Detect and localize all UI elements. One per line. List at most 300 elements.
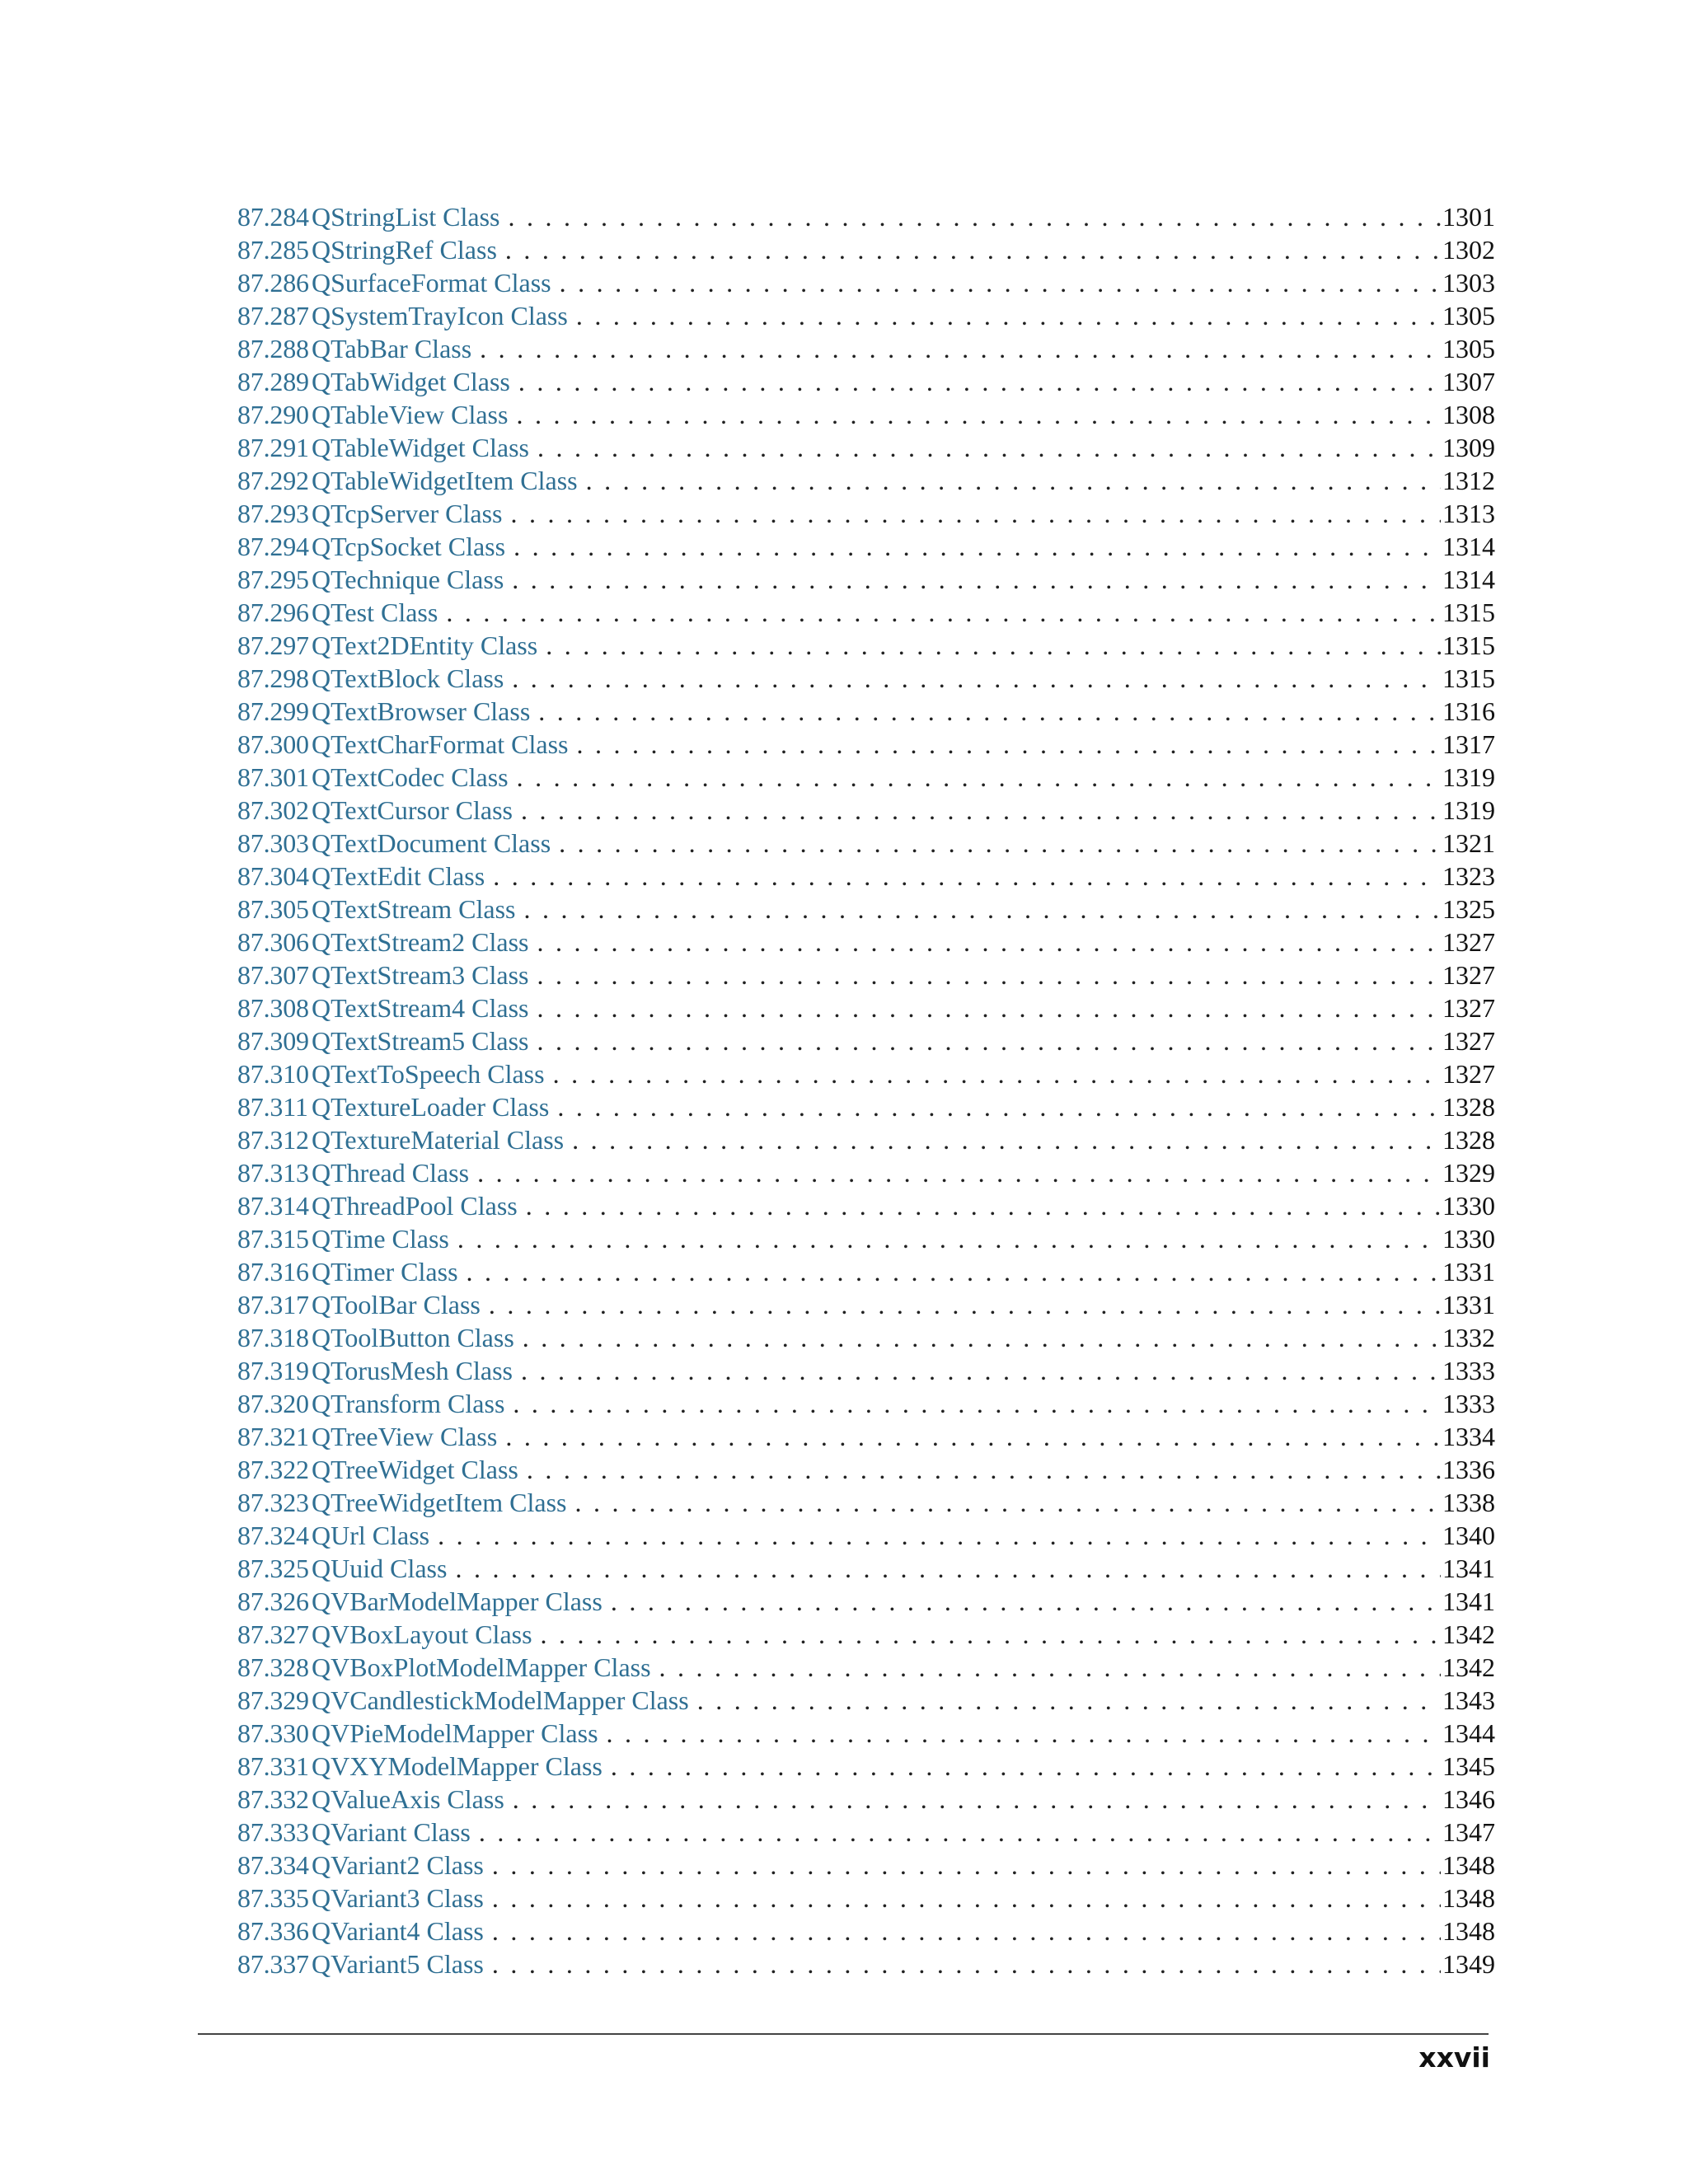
toc-entry-link[interactable] [237, 1585, 603, 1618]
toc-dot-leader [516, 893, 1442, 926]
toc-dot-leader [566, 1486, 1441, 1519]
toc-entry-number: 87.328 [237, 1652, 309, 1682]
toc-entry [237, 1618, 1495, 1651]
toc-entry-link[interactable] [237, 563, 504, 596]
toc-entry-number: 87.314 [237, 1191, 309, 1221]
toc-entry-link[interactable] [237, 1519, 429, 1552]
toc-entry-page: 1341 [1442, 1586, 1495, 1616]
toc-dot-leader [568, 299, 1441, 332]
toc-entry-link[interactable] [237, 1816, 471, 1849]
toc-entry-page: 1301 [1442, 202, 1495, 232]
toc-entry-link[interactable] [237, 728, 569, 761]
toc-entry-number: 87.300 [237, 729, 309, 759]
toc-entry-page: 1348 [1442, 1916, 1495, 1946]
toc-entry-number: 87.286 [237, 268, 309, 298]
toc-entry-link[interactable] [237, 1750, 603, 1783]
toc-dot-leader [529, 1024, 1442, 1057]
toc-entry-link[interactable] [237, 266, 551, 299]
toc-entry-title: QTimer Class [312, 1257, 458, 1286]
toc-entry [237, 893, 1495, 926]
toc-dot-leader [513, 1354, 1441, 1387]
toc-dot-leader [529, 431, 1441, 464]
toc-entry-title: QTreeWidget Class [312, 1455, 518, 1484]
toc-entry-title: QVariant4 Class [312, 1916, 484, 1946]
toc-entry-page: 1316 [1442, 696, 1495, 726]
toc-entry [237, 365, 1495, 398]
toc-entry-title: QTextCharFormat Class [312, 729, 569, 759]
toc-entry [237, 266, 1495, 299]
toc-dot-leader [449, 1222, 1441, 1255]
toc-entry-page: 1308 [1442, 400, 1495, 429]
toc-dot-leader [497, 233, 1441, 266]
toc-entry [237, 761, 1495, 794]
footer-rule [198, 2033, 1489, 2035]
toc-entry-page: 1305 [1442, 301, 1495, 330]
toc-entry-title: QTextBlock Class [312, 663, 504, 693]
toc-entry-title: QTextCodec Class [312, 762, 509, 792]
toc-entry-title: QToolButton Class [312, 1323, 514, 1352]
toc-entry-number: 87.326 [237, 1586, 309, 1616]
toc-entry-link[interactable] [237, 1882, 484, 1915]
toc-entry-title: QTime Class [312, 1224, 449, 1254]
toc-entry [237, 332, 1495, 365]
toc-dot-leader [485, 860, 1441, 893]
toc-entry-title: QText2DEntity Class [312, 630, 538, 660]
toc-entry-link[interactable] [237, 1321, 514, 1354]
toc-dot-leader [481, 1288, 1441, 1321]
toc-entry-page: 1346 [1442, 1784, 1495, 1814]
toc-entry-title: QSurfaceFormat Class [312, 268, 551, 298]
toc-entry [237, 431, 1495, 464]
toc-entry-link[interactable] [237, 1684, 689, 1717]
toc-entry [237, 991, 1495, 1024]
toc-entry-page: 1315 [1442, 630, 1495, 660]
toc-entry-title: QTextEdit Class [312, 861, 485, 891]
toc-entry [237, 1585, 1495, 1618]
toc-entry-link[interactable] [237, 1849, 484, 1882]
toc-dot-leader [497, 1420, 1441, 1453]
toc-entry-title: QVariant5 Class [312, 1949, 484, 1979]
toc-entry-link[interactable] [237, 1717, 598, 1750]
toc-entry-page: 1309 [1442, 433, 1495, 462]
toc-entry-link[interactable] [237, 530, 505, 563]
toc-entry-link[interactable] [237, 365, 510, 398]
toc-entry-title: QVariant2 Class [312, 1850, 484, 1880]
toc-entry-link[interactable] [237, 1354, 513, 1387]
toc-entry [237, 1684, 1495, 1717]
table-of-contents [237, 200, 1495, 1980]
toc-entry-number: 87.310 [237, 1059, 309, 1089]
toc-entry-link[interactable] [237, 398, 508, 431]
toc-entry [237, 1882, 1495, 1915]
toc-entry [237, 1453, 1495, 1486]
toc-entry-title: QVXYModelMapper Class [312, 1751, 603, 1781]
toc-dot-leader [504, 662, 1441, 695]
toc-entry-number: 87.325 [237, 1554, 309, 1583]
toc-entry [237, 1354, 1495, 1387]
toc-entry-title: QTableView Class [312, 400, 509, 429]
toc-dot-leader [603, 1750, 1441, 1783]
toc-entry-page: 1332 [1442, 1323, 1495, 1352]
toc-entry-title: QTextDocument Class [312, 828, 551, 858]
toc-entry-number: 87.303 [237, 828, 309, 858]
toc-entry-link[interactable] [237, 1288, 481, 1321]
toc-entry-title: QTest Class [312, 598, 438, 627]
toc-entry-title: QStringRef Class [312, 235, 497, 265]
toc-entry [237, 958, 1495, 991]
toc-entry-number: 87.311 [237, 1092, 308, 1122]
toc-entry-link[interactable] [237, 1156, 469, 1189]
toc-entry-page: 1345 [1442, 1751, 1495, 1781]
toc-entry-number: 87.302 [237, 795, 309, 825]
toc-entry-number: 87.315 [237, 1224, 309, 1254]
toc-entry-page: 1336 [1442, 1455, 1495, 1484]
toc-dot-leader [530, 695, 1441, 728]
toc-entry [237, 1321, 1495, 1354]
toc-entry-page: 1333 [1442, 1356, 1495, 1385]
toc-dot-leader [578, 464, 1441, 497]
toc-entry [237, 1156, 1495, 1189]
toc-entry-link[interactable] [237, 794, 513, 827]
toc-entry-link[interactable] [237, 332, 471, 365]
toc-entry-title: QUuid Class [312, 1554, 448, 1583]
toc-entry-page: 1314 [1442, 565, 1495, 594]
toc-entry-number: 87.321 [237, 1422, 309, 1451]
toc-dot-leader [484, 1915, 1441, 1947]
toc-entry [237, 1915, 1495, 1947]
toc-entry-title: QTextStream Class [312, 894, 516, 924]
page-number: xxvii [1418, 2041, 1490, 2074]
toc-entry-link[interactable] [237, 1453, 518, 1486]
toc-dot-leader [529, 926, 1442, 958]
toc-entry-title: QTreeView Class [312, 1422, 498, 1451]
toc-entry [237, 926, 1495, 958]
toc-entry [237, 497, 1495, 530]
toc-entry-number: 87.316 [237, 1257, 309, 1286]
toc-entry-page: 1341 [1442, 1554, 1495, 1583]
toc-entry-title: QTextCursor Class [312, 795, 513, 825]
toc-entry-page: 1314 [1442, 532, 1495, 561]
toc-entry-title: QStringList Class [312, 202, 500, 232]
toc-entry-page: 1319 [1442, 762, 1495, 792]
toc-entry-link[interactable] [237, 1618, 532, 1651]
toc-entry [237, 1717, 1495, 1750]
toc-entry [237, 860, 1495, 893]
toc-entry-page: 1348 [1442, 1883, 1495, 1913]
toc-entry-number: 87.288 [237, 334, 309, 363]
toc-entry-page: 1321 [1442, 828, 1495, 858]
toc-dot-leader [509, 761, 1441, 794]
toc-entry-title: QTextStream4 Class [312, 993, 529, 1023]
toc-entry-title: QTextStream3 Class [312, 960, 529, 990]
toc-dot-leader [551, 266, 1441, 299]
toc-entry [237, 1651, 1495, 1684]
toc-entry-link[interactable] [237, 827, 551, 860]
toc-entry-link[interactable] [237, 497, 502, 530]
toc-entry-number: 87.287 [237, 301, 309, 330]
toc-entry-number: 87.291 [237, 433, 309, 462]
toc-entry [237, 1947, 1495, 1980]
toc-entry-link[interactable] [237, 596, 438, 629]
toc-entry-link[interactable] [237, 629, 537, 662]
toc-entry-page: 1347 [1442, 1817, 1495, 1847]
toc-entry-page: 1329 [1442, 1158, 1495, 1188]
toc-entry-link[interactable] [237, 926, 529, 958]
toc-entry-number: 87.305 [237, 894, 309, 924]
toc-entry-title: QThread Class [312, 1158, 470, 1188]
toc-dot-leader [510, 365, 1441, 398]
toc-entry [237, 1552, 1495, 1585]
toc-entry [237, 662, 1495, 695]
toc-entry-number: 87.313 [237, 1158, 309, 1188]
toc-entry-title: QVPieModelMapper Class [312, 1718, 598, 1748]
toc-dot-leader [484, 1849, 1441, 1882]
toc-entry [237, 1849, 1495, 1882]
toc-entry-link[interactable] [237, 1947, 484, 1980]
toc-dot-leader [504, 1387, 1441, 1420]
toc-entry-page: 1312 [1442, 466, 1495, 495]
toc-dot-leader [689, 1684, 1441, 1717]
toc-entry-link[interactable] [237, 761, 509, 794]
toc-dot-leader [537, 629, 1441, 662]
toc-entry [237, 1387, 1495, 1420]
toc-entry-link[interactable] [237, 431, 529, 464]
toc-dot-leader [504, 1783, 1441, 1816]
toc-dot-leader [504, 563, 1441, 596]
toc-entry-title: QVBarModelMapper Class [312, 1586, 603, 1616]
toc-entry-page: 1328 [1442, 1092, 1495, 1122]
toc-entry [237, 1783, 1495, 1816]
toc-entry-page: 1344 [1442, 1718, 1495, 1748]
toc-entry-title: QTableWidget Class [312, 433, 529, 462]
toc-entry-title: QVCandlestickModelMapper Class [312, 1685, 689, 1715]
toc-entry-page: 1315 [1442, 663, 1495, 693]
toc-entry-page: 1303 [1442, 268, 1495, 298]
toc-entry-title: QToolBar Class [312, 1290, 481, 1319]
toc-entry-title: QVariant3 Class [312, 1883, 484, 1913]
toc-dot-leader [529, 958, 1442, 991]
toc-entry-page: 1331 [1442, 1290, 1495, 1319]
toc-entry-number: 87.318 [237, 1323, 309, 1352]
toc-entry-number: 87.312 [237, 1125, 309, 1155]
toc-entry-link[interactable] [237, 1255, 458, 1288]
toc-entry-page: 1317 [1442, 729, 1495, 759]
toc-entry-number: 87.333 [237, 1817, 309, 1847]
toc-dot-leader [471, 332, 1441, 365]
toc-entry-title: QTextStream5 Class [312, 1026, 529, 1056]
toc-entry-page: 1327 [1442, 993, 1495, 1023]
toc-entry-page: 1338 [1442, 1488, 1495, 1517]
toc-entry-number: 87.329 [237, 1685, 309, 1715]
toc-entry-title: QVBoxPlotModelMapper Class [312, 1652, 651, 1682]
toc-dot-leader [569, 728, 1442, 761]
toc-entry-number: 87.308 [237, 993, 309, 1023]
toc-dot-leader [505, 530, 1441, 563]
toc-entry-number: 87.327 [237, 1619, 309, 1649]
toc-dot-leader [549, 1090, 1441, 1123]
toc-entry [237, 299, 1495, 332]
toc-entry-link[interactable] [237, 1090, 549, 1123]
toc-entry [237, 1816, 1495, 1849]
toc-entry-number: 87.290 [237, 400, 309, 429]
toc-entry-link[interactable] [237, 1783, 504, 1816]
toc-entry-number: 87.335 [237, 1883, 309, 1913]
toc-entry-title: QThreadPool Class [312, 1191, 518, 1221]
toc-entry-number: 87.304 [237, 861, 309, 891]
toc-dot-leader [532, 1618, 1441, 1651]
toc-entry-link[interactable] [237, 299, 568, 332]
toc-dot-leader [471, 1816, 1441, 1849]
toc-entry [237, 530, 1495, 563]
toc-entry-link[interactable] [237, 695, 530, 728]
toc-entry-number: 87.301 [237, 762, 309, 792]
toc-entry-page: 1302 [1442, 235, 1495, 265]
toc-dot-leader [564, 1123, 1441, 1156]
toc-dot-leader [469, 1156, 1441, 1189]
toc-entry-page: 1348 [1442, 1850, 1495, 1880]
toc-entry-title: QTcpSocket Class [312, 532, 506, 561]
toc-entry [237, 464, 1495, 497]
toc-entry-link[interactable] [237, 958, 529, 991]
toc-entry [237, 1222, 1495, 1255]
toc-entry [237, 1420, 1495, 1453]
toc-entry [237, 1255, 1495, 1288]
toc-dot-leader [484, 1882, 1441, 1915]
toc-entry-link[interactable] [237, 1486, 566, 1519]
toc-entry-number: 87.320 [237, 1389, 309, 1418]
toc-entry [237, 1123, 1495, 1156]
toc-dot-leader [513, 794, 1441, 827]
toc-entry-page: 1333 [1442, 1389, 1495, 1418]
toc-entry-number: 87.285 [237, 235, 309, 265]
toc-entry-link[interactable] [237, 233, 497, 266]
toc-entry-page: 1323 [1442, 861, 1495, 891]
toc-entry [237, 695, 1495, 728]
toc-entry-link[interactable] [237, 1387, 504, 1420]
toc-entry-page: 1327 [1442, 960, 1495, 990]
toc-entry [237, 1486, 1495, 1519]
toc-entry-page: 1327 [1442, 1059, 1495, 1089]
toc-entry-title: QTcpServer Class [312, 499, 503, 528]
toc-entry [237, 596, 1495, 629]
toc-entry-title: QTextBrowser Class [312, 696, 531, 726]
toc-dot-leader [508, 398, 1441, 431]
toc-entry-number: 87.295 [237, 565, 309, 594]
toc-entry-link[interactable] [237, 1024, 529, 1057]
toc-entry-number: 87.284 [237, 202, 309, 232]
toc-dot-leader [458, 1255, 1441, 1288]
toc-entry-link[interactable] [237, 200, 499, 233]
toc-entry-page: 1327 [1442, 927, 1495, 957]
toc-entry-number: 87.331 [237, 1751, 309, 1781]
toc-entry-link[interactable] [237, 1420, 497, 1453]
toc-entry-title: QTorusMesh Class [312, 1356, 513, 1385]
toc-dot-leader [429, 1519, 1441, 1552]
toc-dot-leader [484, 1947, 1441, 1980]
toc-entry-title: QTabWidget Class [312, 367, 510, 396]
toc-entry-title: QTextureLoader Class [312, 1092, 550, 1122]
toc-entry [237, 233, 1495, 266]
toc-dot-leader [502, 497, 1441, 530]
toc-entry-number: 87.332 [237, 1784, 309, 1814]
toc-entry-page: 1325 [1442, 894, 1495, 924]
toc-entry-number: 87.337 [237, 1949, 309, 1979]
toc-entry-page: 1313 [1442, 499, 1495, 528]
toc-entry-link[interactable] [237, 1552, 447, 1585]
toc-dot-leader [603, 1585, 1441, 1618]
toc-entry-page: 1331 [1442, 1257, 1495, 1286]
toc-entry-page: 1330 [1442, 1224, 1495, 1254]
toc-entry [237, 1750, 1495, 1783]
toc-entry [237, 1090, 1495, 1123]
toc-entry-link[interactable] [237, 1189, 518, 1222]
toc-entry-link[interactable] [237, 464, 578, 497]
toc-entry [237, 1519, 1495, 1552]
toc-entry [237, 1288, 1495, 1321]
toc-entry-page: 1319 [1442, 795, 1495, 825]
toc-entry-page: 1334 [1442, 1422, 1495, 1451]
toc-entry-number: 87.323 [237, 1488, 309, 1517]
toc-entry-page: 1342 [1442, 1619, 1495, 1649]
toc-entry-link[interactable] [237, 1057, 545, 1090]
toc-entry-number: 87.306 [237, 927, 309, 957]
toc-entry-link[interactable] [237, 893, 516, 926]
toc-entry-title: QTextStream2 Class [312, 927, 529, 957]
toc-entry [237, 629, 1495, 662]
toc-entry [237, 1024, 1495, 1057]
toc-dot-leader [514, 1321, 1441, 1354]
toc-entry-number: 87.334 [237, 1850, 309, 1880]
toc-entry-title: QVBoxLayout Class [312, 1619, 532, 1649]
toc-entry [237, 794, 1495, 827]
toc-dot-leader [447, 1552, 1441, 1585]
toc-dot-leader [499, 200, 1441, 233]
toc-entry-number: 87.293 [237, 499, 309, 528]
toc-entry-page: 1328 [1442, 1125, 1495, 1155]
toc-entry-number: 87.317 [237, 1290, 309, 1319]
toc-entry [237, 563, 1495, 596]
toc-entry-link[interactable] [237, 1222, 449, 1255]
toc-entry-title: QTabBar Class [312, 334, 472, 363]
toc-entry-link[interactable] [237, 1915, 484, 1947]
toc-entry-number: 87.324 [237, 1521, 309, 1550]
toc-entry-page: 1330 [1442, 1191, 1495, 1221]
toc-dot-leader [518, 1453, 1441, 1486]
toc-entry-number: 87.330 [237, 1718, 309, 1748]
toc-entry-number: 87.289 [237, 367, 309, 396]
toc-entry-link[interactable] [237, 1123, 564, 1156]
toc-entry-title: QUrl Class [312, 1521, 430, 1550]
toc-entry-title: QValueAxis Class [312, 1784, 504, 1814]
toc-entry-page: 1307 [1442, 367, 1495, 396]
toc-entry-link[interactable] [237, 1651, 651, 1684]
toc-entry-title: QSystemTrayIcon Class [312, 301, 568, 330]
toc-entry-link[interactable] [237, 860, 485, 893]
toc-dot-leader [545, 1057, 1441, 1090]
toc-entry-page: 1305 [1442, 334, 1495, 363]
toc-entry-number: 87.298 [237, 663, 309, 693]
toc-entry-title: QTextToSpeech Class [312, 1059, 545, 1089]
toc-entry-link[interactable] [237, 991, 529, 1024]
toc-entry [237, 1189, 1495, 1222]
toc-entry-number: 87.296 [237, 598, 309, 627]
toc-entry-page: 1315 [1442, 598, 1495, 627]
toc-entry-title: QTransform Class [312, 1389, 505, 1418]
toc-entry-number: 87.322 [237, 1455, 309, 1484]
toc-entry-link[interactable] [237, 662, 504, 695]
toc-entry-title: QTableWidgetItem Class [312, 466, 578, 495]
toc-entry [237, 398, 1495, 431]
